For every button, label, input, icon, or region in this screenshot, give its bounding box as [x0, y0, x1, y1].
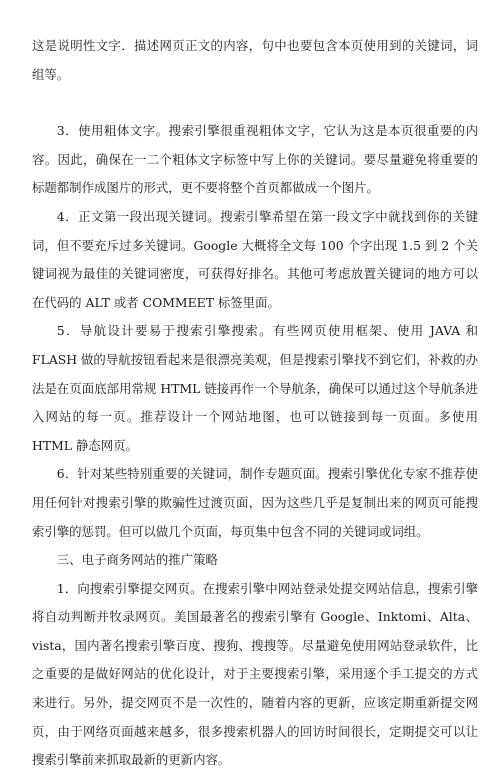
section-heading: 三、电子商务网站的推广策略 [56, 552, 218, 568]
paragraph-submit-pages: 1．向搜索引擎提交网页。在搜索引擎中网站登录处提交网站信息，搜索引擎将自动判断并牧录网页。美国最著名的搜索引擎有 Google、Inktomi、Alta、vista，国内著名搜索引擎百度、搜狗、搜搜等。尽量避免使用网站登录软件，比之重要的是做好网站的优化设计，对于主要搜索引擎，采用逐个手工提交的方式来进行。另外，提交网页不是一次性的，随着内容的更新，应该定期重新提交网页，由于网络页面越来越多，很多搜索机器人的回访时间很长，定期提交可以让搜索引擎前来抓取最新的更新内容。 [32, 580, 478, 768]
paragraph-navigation: 5．导航设计要易于搜索引擎搜索。有些网页使用框架、使用 JAVA 和 FLASH 做的导航按钮看起来是很漂亮美观，但是搜索引擎找不到它们，补救的办法是在页面底部用常规 HTML 链接再作一个导航条，确保可以通过这个导航条进入网站的每一页。推荐设计一个网站地图，也可以链接到每一页面。多使用 HTML 静态网页。 [32, 323, 478, 453]
paragraph-topic-pages: 6．针对某些特别重要的关键词，制作专题页面。搜索引擎优化专家不推荐使用任何针对搜索引擎的欺骗性过渡页面，因为这些几乎是复制出来的网页可能搜索引擎的惩罚。但可以做几个页面，每页集中包含不同的关键词或词组。 [32, 466, 478, 539]
paragraph-bold-text: 3．使用粗体文字。搜索引擎很重视粗体文字，它认为这是本页很重要的内容。因此，确保在一二个粗体文字标签中写上你的关键词。要尽量避免将重要的标题都制作成图片的形式，更不要将整个首页都做成一个图片。 [32, 123, 478, 196]
paragraph-first-para-keywords: 4．正文第一段出现关键词。搜索引擎希望在第一段文字中就找到你的关键词，但不要充斥过多关键词。Google 大概将全文每 100 个字出现 1.5 到 2 个关键词视为最佳的关键词密度，可获得好排名。其他可考虑放置关键词的地方可以在代码的 ALT 或者 COMMEET 标签里面。 [32, 208, 478, 310]
paragraph-gap [32, 89, 478, 117]
paragraph-intro: 这是说明性文字．描述网页正文的内容，句中也要包含本页使用到的关键词，词组等。 [32, 38, 478, 82]
